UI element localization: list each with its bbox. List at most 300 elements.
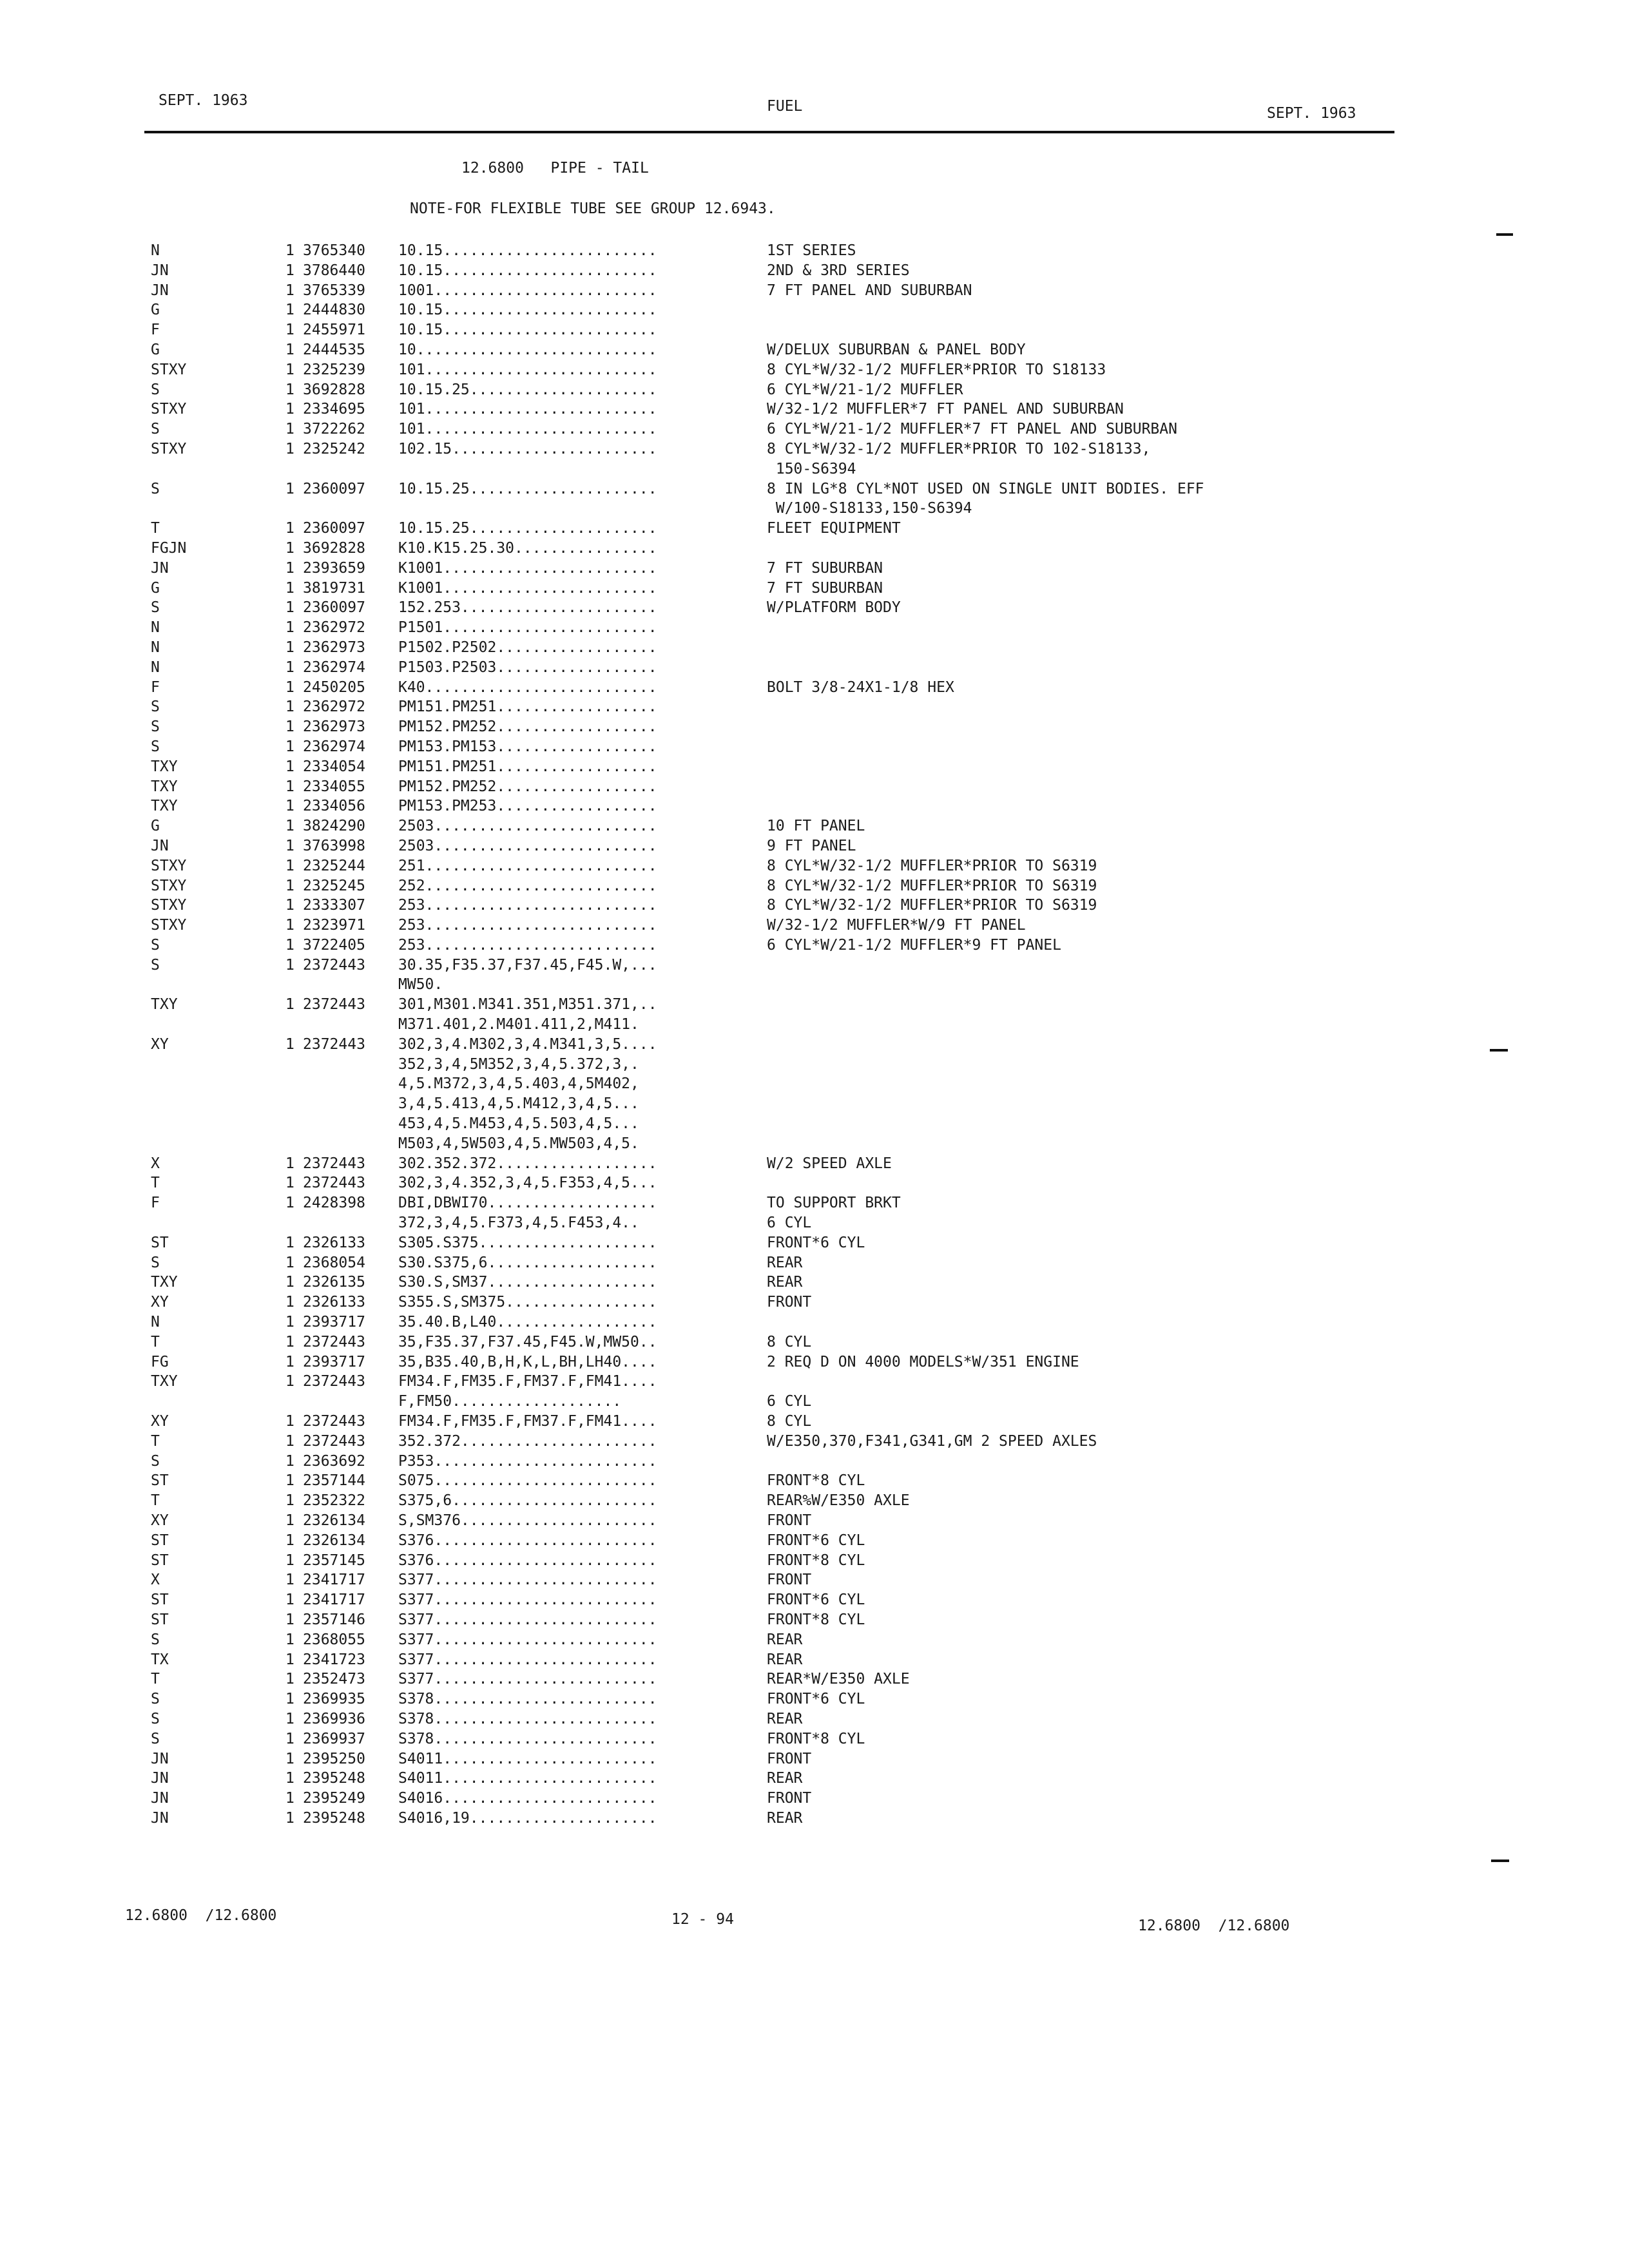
- row-quantity: 1: [285, 1809, 294, 1827]
- row-part-number: 2357144: [303, 1472, 365, 1490]
- row-code: FGJN: [151, 539, 187, 557]
- row-quantity: 1: [285, 1710, 294, 1727]
- row-code: ST: [151, 1234, 169, 1251]
- footer-right-ref: 12.6800 /12.6800: [1138, 1917, 1290, 1934]
- row-model-list: 10.15........................: [398, 262, 657, 279]
- row-model-list: 253..........................: [398, 897, 657, 914]
- row-model-list: PM151.PM251..................: [398, 758, 657, 775]
- row-code: XY: [151, 1035, 169, 1053]
- row-part-number: 2341717: [303, 1591, 365, 1609]
- row-quantity: 1: [285, 1651, 294, 1668]
- row-part-number: 2360097: [303, 480, 365, 497]
- row-remark: FRONT*6 CYL: [767, 1591, 865, 1609]
- row-model-list: 102.15.......................: [398, 440, 657, 457]
- row-remark: REAR: [767, 1254, 803, 1271]
- row-code: ST: [151, 1532, 169, 1549]
- row-code: F: [151, 678, 160, 696]
- row-quantity: 1: [285, 1314, 294, 1331]
- row-part-number: 2326135: [303, 1274, 365, 1291]
- group-note: NOTE-FOR FLEXIBLE TUBE SEE GROUP 12.6943.: [410, 200, 776, 217]
- row-part-number: 2334055: [303, 778, 365, 795]
- row-quantity: 1: [285, 1234, 294, 1251]
- row-model-list: 302.352.372..................: [398, 1155, 657, 1172]
- row-quantity: 1: [285, 599, 294, 617]
- row-code: N: [151, 242, 160, 259]
- row-code: STXY: [151, 877, 187, 894]
- row-part-number: 2357146: [303, 1611, 365, 1628]
- row-code: N: [151, 639, 160, 656]
- row-code: JN: [151, 837, 169, 854]
- row-code: ST: [151, 1591, 169, 1609]
- row-remark: 1ST SERIES: [767, 242, 856, 259]
- row-code: STXY: [151, 361, 187, 378]
- row-part-number: 2325245: [303, 877, 365, 894]
- row-quantity: 1: [285, 1512, 294, 1529]
- row-quantity: 1: [285, 559, 294, 577]
- row-model-list: F,FM50...................: [398, 1393, 622, 1410]
- row-model-list: 2503.........................: [398, 818, 657, 835]
- row-part-number: 2372443: [303, 996, 365, 1014]
- row-part-number: 2325239: [303, 361, 365, 378]
- row-model-list: FM34.F,FM35.F,FM37.F,FM41....: [398, 1413, 657, 1430]
- row-model-list: K40..........................: [398, 678, 657, 696]
- row-code: TXY: [151, 996, 178, 1014]
- row-quantity: 1: [285, 322, 294, 339]
- row-code: ST: [151, 1552, 169, 1569]
- row-part-number: 3763998: [303, 837, 365, 854]
- row-quantity: 1: [285, 1790, 294, 1807]
- row-part-number: 2372443: [303, 1175, 365, 1192]
- row-model-list: K1001........................: [398, 559, 657, 577]
- row-model-list: P1501........................: [398, 619, 657, 637]
- margin-mark: [1496, 233, 1513, 236]
- row-code: STXY: [151, 401, 187, 418]
- row-code: S: [151, 738, 160, 755]
- row-quantity: 1: [285, 639, 294, 656]
- row-quantity: 1: [285, 897, 294, 914]
- row-remark: 9 FT PANEL: [767, 837, 856, 854]
- row-model-list: 101..........................: [398, 361, 657, 378]
- row-code: STXY: [151, 440, 187, 457]
- row-remark: 150-S6394: [767, 460, 856, 477]
- row-remark: REAR: [767, 1809, 803, 1827]
- row-code: TXY: [151, 1274, 178, 1291]
- row-code: F: [151, 1195, 160, 1212]
- row-model-list: P1503.P2503..................: [398, 658, 657, 676]
- row-remark: FRONT: [767, 1790, 812, 1807]
- row-model-list: 302,3,4.M302,3,4.M341,3,5....: [398, 1035, 657, 1053]
- row-quantity: 1: [285, 282, 294, 299]
- row-model-list: 35.40.B,L40..................: [398, 1314, 657, 1331]
- row-code: TXY: [151, 758, 178, 775]
- row-quantity: 1: [285, 262, 294, 279]
- row-remark: FRONT*6 CYL: [767, 1234, 865, 1251]
- row-model-list: PM153.PM153..................: [398, 738, 657, 755]
- row-quantity: 1: [285, 658, 294, 676]
- row-code: JN: [151, 262, 169, 279]
- row-model-list: PM152.PM252..................: [398, 718, 657, 736]
- row-quantity: 1: [285, 1472, 294, 1490]
- row-remark: FRONT*8 CYL: [767, 1472, 865, 1490]
- row-quantity: 1: [285, 1373, 294, 1390]
- row-code: ST: [151, 1472, 169, 1490]
- row-code: T: [151, 1432, 160, 1450]
- row-quantity: 1: [285, 996, 294, 1014]
- row-part-number: 2326134: [303, 1532, 365, 1549]
- row-model-list: S377.........................: [398, 1571, 657, 1589]
- row-quantity: 1: [285, 361, 294, 378]
- row-model-list: K1001........................: [398, 579, 657, 597]
- row-code: TXY: [151, 778, 178, 795]
- row-code: N: [151, 1314, 160, 1331]
- row-quantity: 1: [285, 579, 294, 597]
- row-quantity: 1: [285, 520, 294, 537]
- row-code: G: [151, 302, 160, 319]
- row-model-list: 301,M301.M341.351,M351.371,..: [398, 996, 657, 1014]
- row-quantity: 1: [285, 1492, 294, 1510]
- row-part-number: 2372443: [303, 1333, 365, 1350]
- row-part-number: 2362974: [303, 738, 365, 755]
- row-remark: REAR: [767, 1770, 803, 1787]
- row-part-number: 2372443: [303, 1413, 365, 1430]
- row-model-list: S378.........................: [398, 1691, 657, 1708]
- row-part-number: 3819731: [303, 579, 365, 597]
- row-model-list: 101..........................: [398, 401, 657, 418]
- row-quantity: 1: [285, 1730, 294, 1747]
- row-part-number: 3692828: [303, 381, 365, 398]
- row-code: XY: [151, 1294, 169, 1311]
- row-model-list: 252..........................: [398, 877, 657, 894]
- row-part-number: 2395249: [303, 1790, 365, 1807]
- row-remark: 8 CYL*W/32-1/2 MUFFLER*PRIOR TO S18133: [767, 361, 1106, 378]
- row-model-list: S378.........................: [398, 1730, 657, 1747]
- row-remark: W/32-1/2 MUFFLER*7 FT PANEL AND SUBURBAN: [767, 401, 1124, 418]
- row-quantity: 1: [285, 877, 294, 894]
- row-code: JN: [151, 1809, 169, 1827]
- row-model-list: 35,F35.37,F37.45,F45.W,MW50..: [398, 1333, 657, 1350]
- row-remark: REAR%W/E350 AXLE: [767, 1492, 910, 1510]
- row-code: S: [151, 599, 160, 617]
- row-code: T: [151, 1671, 160, 1688]
- row-model-list: P353.........................: [398, 1452, 657, 1470]
- row-remark: REAR*W/E350 AXLE: [767, 1671, 910, 1688]
- row-quantity: 1: [285, 1175, 294, 1192]
- row-part-number: 2455971: [303, 322, 365, 339]
- row-quantity: 1: [285, 718, 294, 736]
- row-remark: 7 FT PANEL AND SUBURBAN: [767, 282, 972, 299]
- row-quantity: 1: [285, 1552, 294, 1569]
- row-part-number: 2333307: [303, 897, 365, 914]
- row-remark: BOLT 3/8-24X1-1/8 HEX: [767, 678, 954, 696]
- row-remark: 8 CYL*W/32-1/2 MUFFLER*PRIOR TO S6319: [767, 857, 1097, 874]
- row-quantity: 1: [285, 1452, 294, 1470]
- row-part-number: 2444830: [303, 302, 365, 319]
- row-remark: 8 CYL*W/32-1/2 MUFFLER*PRIOR TO S6319: [767, 897, 1097, 914]
- row-remark: 2 REQ D ON 4000 MODELS*W/351 ENGINE: [767, 1353, 1079, 1370]
- row-code: STXY: [151, 857, 187, 874]
- row-code: T: [151, 520, 160, 537]
- row-quantity: 1: [285, 738, 294, 755]
- row-code: X: [151, 1155, 160, 1172]
- row-remark: REAR: [767, 1631, 803, 1648]
- row-remark: W/PLATFORM BODY: [767, 599, 901, 617]
- row-part-number: 2368055: [303, 1631, 365, 1648]
- row-model-list: 352.372......................: [398, 1432, 657, 1450]
- row-quantity: 1: [285, 1413, 294, 1430]
- row-quantity: 1: [285, 1750, 294, 1767]
- row-model-list: S377.........................: [398, 1611, 657, 1628]
- row-model-list: M503,4,5W503,4,5.MW503,4,5.: [398, 1135, 639, 1152]
- row-part-number: 3765340: [303, 242, 365, 259]
- row-code: TXY: [151, 1373, 178, 1390]
- header-right-date: SEPT. 1963: [1267, 105, 1356, 122]
- row-code: S: [151, 1710, 160, 1727]
- row-code: T: [151, 1175, 160, 1192]
- row-part-number: 2372443: [303, 1373, 365, 1390]
- row-remark: 8 CYL*W/32-1/2 MUFFLER*PRIOR TO S6319: [767, 877, 1097, 894]
- row-code: S: [151, 718, 160, 736]
- row-quantity: 1: [285, 1770, 294, 1787]
- row-part-number: 2362972: [303, 619, 365, 637]
- row-model-list: K10.K15.25.30................: [398, 539, 657, 557]
- row-model-list: S30.S,SM37...................: [398, 1274, 657, 1291]
- row-remark: W/DELUX SUBURBAN & PANEL BODY: [767, 341, 1026, 358]
- row-part-number: 2450205: [303, 678, 365, 696]
- row-remark: FRONT*8 CYL: [767, 1611, 865, 1628]
- row-part-number: 3765339: [303, 282, 365, 299]
- row-remark: 8 IN LG*8 CYL*NOT USED ON SINGLE UNIT BODIES. EFF: [767, 480, 1204, 497]
- row-code: XY: [151, 1413, 169, 1430]
- row-part-number: 2362973: [303, 639, 365, 656]
- row-model-list: 10.15.25.....................: [398, 480, 657, 497]
- row-code: S: [151, 936, 160, 954]
- row-code: S: [151, 1631, 160, 1648]
- row-quantity: 1: [285, 1432, 294, 1450]
- row-quantity: 1: [285, 381, 294, 398]
- row-model-list: 152.253......................: [398, 599, 657, 617]
- row-model-list: S4016........................: [398, 1790, 657, 1807]
- row-part-number: 2341717: [303, 1571, 365, 1589]
- row-part-number: 2325242: [303, 440, 365, 457]
- row-remark: FRONT: [767, 1750, 812, 1767]
- row-remark: FRONT*8 CYL: [767, 1552, 865, 1569]
- row-model-list: S377.........................: [398, 1671, 657, 1688]
- row-remark: 8 CYL*W/32-1/2 MUFFLER*PRIOR TO 102-S18133,: [767, 440, 1151, 457]
- row-quantity: 1: [285, 1691, 294, 1708]
- row-part-number: 2369935: [303, 1691, 365, 1708]
- row-remark: 6 CYL*W/21-1/2 MUFFLER: [767, 381, 963, 398]
- row-remark: 7 FT SUBURBAN: [767, 559, 883, 577]
- footer-left-ref: 12.6800 /12.6800: [125, 1907, 277, 1924]
- row-remark: REAR: [767, 1651, 803, 1668]
- row-model-list: 4,5.M372,3,4,5.403,4,5M402,: [398, 1075, 639, 1093]
- row-model-list: DBI,DBWI70...................: [398, 1195, 657, 1212]
- row-remark: W/E350,370,F341,G341,GM 2 SPEED AXLES: [767, 1432, 1097, 1450]
- row-part-number: 2326133: [303, 1294, 365, 1311]
- row-quantity: 1: [285, 341, 294, 358]
- row-code: JN: [151, 1770, 169, 1787]
- row-code: JN: [151, 282, 169, 299]
- row-model-list: S355.S,SM375.................: [398, 1294, 657, 1311]
- row-remark: FLEET EQUIPMENT: [767, 520, 901, 537]
- row-model-list: 302,3,4.352,3,4,5.F353,4,5...: [398, 1175, 657, 1192]
- row-part-number: 2325244: [303, 857, 365, 874]
- row-quantity: 1: [285, 1353, 294, 1370]
- row-part-number: 3786440: [303, 262, 365, 279]
- row-part-number: 2334056: [303, 798, 365, 815]
- row-quantity: 1: [285, 1532, 294, 1549]
- row-part-number: 2326134: [303, 1512, 365, 1529]
- row-part-number: 2393717: [303, 1314, 365, 1331]
- row-remark: FRONT: [767, 1294, 812, 1311]
- row-part-number: 2368054: [303, 1254, 365, 1271]
- row-quantity: 1: [285, 1631, 294, 1648]
- row-code: S: [151, 698, 160, 716]
- row-quantity: 1: [285, 1671, 294, 1688]
- row-code: TX: [151, 1651, 169, 1668]
- row-part-number: 2326133: [303, 1234, 365, 1251]
- row-quantity: 1: [285, 917, 294, 934]
- row-model-list: S378.........................: [398, 1710, 657, 1727]
- row-model-list: S377.........................: [398, 1631, 657, 1648]
- row-code: ST: [151, 1611, 169, 1628]
- row-remark: 6 CYL: [767, 1393, 812, 1410]
- row-code: STXY: [151, 897, 187, 914]
- row-part-number: 2323971: [303, 917, 365, 934]
- row-model-list: 10.15........................: [398, 242, 657, 259]
- row-part-number: 2372443: [303, 1155, 365, 1172]
- row-model-list: FM34.F,FM35.F,FM37.F,FM41....: [398, 1373, 657, 1390]
- row-part-number: 3824290: [303, 818, 365, 835]
- margin-mark: [1491, 1860, 1509, 1862]
- row-quantity: 1: [285, 857, 294, 874]
- row-model-list: S4011........................: [398, 1770, 657, 1787]
- row-quantity: 1: [285, 936, 294, 954]
- row-model-list: 10.15........................: [398, 302, 657, 319]
- row-part-number: 2395250: [303, 1750, 365, 1767]
- margin-mark: [1490, 1049, 1508, 1052]
- row-part-number: 2369937: [303, 1730, 365, 1747]
- row-model-list: S375,6.......................: [398, 1492, 657, 1510]
- row-part-number: 2352473: [303, 1671, 365, 1688]
- row-code: XY: [151, 1512, 169, 1529]
- row-code: S: [151, 421, 160, 438]
- row-quantity: 1: [285, 1035, 294, 1053]
- row-model-list: S377.........................: [398, 1591, 657, 1609]
- row-quantity: 1: [285, 539, 294, 557]
- header-section-title: FUEL: [767, 98, 803, 115]
- row-model-list: S4011........................: [398, 1750, 657, 1767]
- row-remark: FRONT*6 CYL: [767, 1691, 865, 1708]
- row-code: S: [151, 381, 160, 398]
- row-model-list: 101..........................: [398, 421, 657, 438]
- row-part-number: 3722262: [303, 421, 365, 438]
- row-model-list: 253..........................: [398, 936, 657, 954]
- row-part-number: 2352322: [303, 1492, 365, 1510]
- row-quantity: 1: [285, 1333, 294, 1350]
- row-part-number: 2372443: [303, 1432, 365, 1450]
- row-quantity: 1: [285, 778, 294, 795]
- row-model-list: 2503.........................: [398, 837, 657, 854]
- row-quantity: 1: [285, 440, 294, 457]
- row-quantity: 1: [285, 818, 294, 835]
- row-model-list: 30.35,F35.37,F37.45,F45.W,...: [398, 956, 657, 974]
- row-model-list: S377.........................: [398, 1651, 657, 1668]
- row-model-list: 10.15........................: [398, 322, 657, 339]
- row-part-number: 2444535: [303, 341, 365, 358]
- row-model-list: S305.S375....................: [398, 1234, 657, 1251]
- row-part-number: 2357145: [303, 1552, 365, 1569]
- row-remark: FRONT: [767, 1512, 812, 1529]
- row-part-number: 2393659: [303, 559, 365, 577]
- row-quantity: 1: [285, 837, 294, 854]
- row-quantity: 1: [285, 1254, 294, 1271]
- row-code: S: [151, 1452, 160, 1470]
- row-code: S: [151, 956, 160, 974]
- row-quantity: 1: [285, 956, 294, 974]
- row-model-list: S30.S375,6...................: [398, 1254, 657, 1271]
- row-part-number: 2369936: [303, 1710, 365, 1727]
- row-remark: FRONT*8 CYL: [767, 1730, 865, 1747]
- row-remark: 6 CYL*W/21-1/2 MUFFLER*9 FT PANEL: [767, 936, 1061, 954]
- row-model-list: S376.........................: [398, 1552, 657, 1569]
- row-quantity: 1: [285, 401, 294, 418]
- row-model-list: S376.........................: [398, 1532, 657, 1549]
- row-model-list: 3,4,5.413,4,5.M412,3,4,5...: [398, 1095, 639, 1113]
- row-part-number: 2362972: [303, 698, 365, 716]
- row-part-number: 2341723: [303, 1651, 365, 1668]
- row-model-list: M371.401,2.M401.411,2,M411.: [398, 1016, 639, 1033]
- row-model-list: 372,3,4,5.F373,4,5.F453,4..: [398, 1215, 639, 1232]
- row-quantity: 1: [285, 1294, 294, 1311]
- row-quantity: 1: [285, 1195, 294, 1212]
- row-model-list: 251..........................: [398, 857, 657, 874]
- row-remark: W/100-S18133,150-S6394: [767, 500, 972, 517]
- row-model-list: PM152.PM252..................: [398, 778, 657, 795]
- row-code: T: [151, 1492, 160, 1510]
- row-remark: W/32-1/2 MUFFLER*W/9 FT PANEL: [767, 917, 1026, 934]
- row-quantity: 1: [285, 678, 294, 696]
- row-model-list: P1502.P2502..................: [398, 639, 657, 656]
- row-remark: 8 CYL: [767, 1333, 812, 1350]
- row-code: N: [151, 658, 160, 676]
- row-quantity: 1: [285, 1571, 294, 1589]
- row-quantity: 1: [285, 1274, 294, 1291]
- header-left-date: SEPT. 1963: [159, 92, 248, 109]
- row-quantity: 1: [285, 302, 294, 319]
- row-part-number: 3692828: [303, 539, 365, 557]
- row-model-list: PM153.PM253..................: [398, 798, 657, 815]
- row-model-list: S075.........................: [398, 1472, 657, 1490]
- row-part-number: 2362973: [303, 718, 365, 736]
- row-model-list: 1001.........................: [398, 282, 657, 299]
- row-code: FG: [151, 1353, 169, 1370]
- row-code: JN: [151, 1750, 169, 1767]
- row-code: N: [151, 619, 160, 637]
- row-remark: FRONT: [767, 1571, 812, 1589]
- row-part-number: 2362974: [303, 658, 365, 676]
- row-model-list: 10.15.25.....................: [398, 381, 657, 398]
- row-code: T: [151, 1333, 160, 1350]
- row-part-number: 2334695: [303, 401, 365, 418]
- row-model-list: 10...........................: [398, 341, 657, 358]
- row-code: S: [151, 1254, 160, 1271]
- row-part-number: 2395248: [303, 1770, 365, 1787]
- header-rule: [144, 131, 1394, 133]
- page-number: 12 - 94: [671, 1911, 734, 1928]
- row-part-number: 2334054: [303, 758, 365, 775]
- row-part-number: 2428398: [303, 1195, 365, 1212]
